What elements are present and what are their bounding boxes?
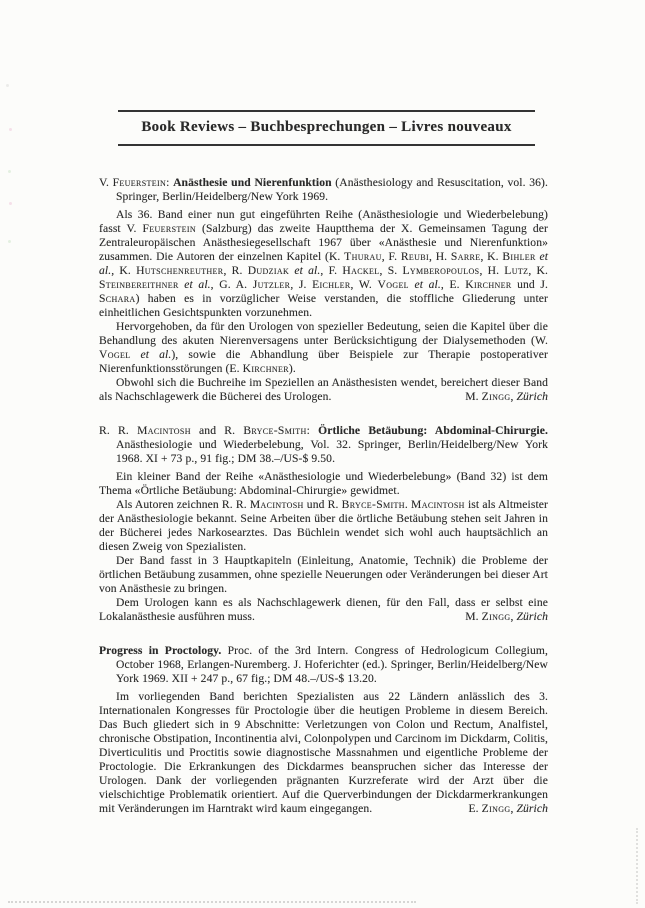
- paragraph-text: Im vorliegenden Band berichten Spezialisten aus 22 Ländern anlässlich des 3. Internationalen Kongresses für Proctologie über die heutigen Probleme in diesem Bereich. Das Buch gliedert sich in 9 Abschnitte: Verletzungen von Colon und Rectum, Analfistel, chronische Obstipation, Incontinentia alvi, Colonpolypen und Carcinom im Dickdarm, Colitis, Diverticulitis und Proctitis sowie diagnostische Massnahmen und eigentliche Probleme der Proctologie. Die Erkrankungen des Dickdarmes beanspruchen sicher das Interesse der Urologen. Dank der vorliegenden prägnanten Kurzreferate wird der Arzt über die vielschichtige Problematik orientiert. Auf die Querverbindungen der Dickdarmerkrankungen mit Veränderungen im Harntrakt wird kaum eingegangen.: [99, 690, 548, 815]
- reviewer-signature: M. Zingg, Zürich: [465, 610, 548, 623]
- scan-noise-dot: [8, 240, 11, 243]
- review-paragraph: [99, 596, 548, 624]
- scan-noise-line: [636, 828, 638, 904]
- scan-noise-dot: [8, 170, 11, 173]
- section-title: Book Reviews – Buchbesprechungen – Livres nouveaux: [141, 119, 512, 135]
- book-review-macintosh: [99, 424, 548, 624]
- review-citation: V. Feuerstein: Anästhesie und Nierenfunktion (Anästhesiology and Resuscitation, vol. 36). Springer, Berlin/Heidelberg/New York 1969.: [99, 176, 548, 203]
- book-review-feuerstein: [99, 176, 548, 404]
- scan-noise-dot: [9, 128, 12, 131]
- review-paragraph: [99, 376, 548, 404]
- review-paragraph: [99, 690, 548, 816]
- review-paragraph: Hervorgehoben, da für den Urologen von spezieller Bedeutung, seien die Kapitel über die Behandlung des akuten Nierenversagens unter Berücksichtigung der Dialysemethoden (W. Vogel et al.), sowie die Abhandlung über Beispiele zur Therapie postoperativer Nierenfunktionsstörungen (E. Kirchner).: [99, 320, 548, 375]
- section-header: [118, 110, 535, 146]
- text-column: [99, 0, 548, 816]
- scan-noise-dot: [9, 202, 12, 205]
- paragraph-text: Dem Urologen kann es als Nachschlagewerk dienen, für den Fall, dass er selbst eine Lokalanästhesie ausführen muss.: [99, 596, 548, 623]
- review-paragraph: Als 36. Band einer nun gut eingeführten Reihe (Anästhesiologie und Wiederbelebung) fasst V. Feuerstein (Salzburg) das zweite Hauptthema der X. Gemeinsamen Tagung der Zentraleuropäischen Anästhesiegesellschaft 1967 über «Anästhesie und Nierenfunktion» zusammen. Die Autoren der einzelnen Kapitel (K. Thurau, F. Reubi, H. Sarre, K. Bihler et al., K. Hutschenreuther, R. Dudziak et al., F. Hackel, S. Lymberopoulos, H. Lutz, K. Steinbereithner et al., G. A. Jutzler, J. Eichler, W. Vogel et al., E. Kirchner und J. Schara) haben es in vorzüglicher Weise verstanden, die stoffliche Gliederung unter einheitlichen Gesichtspunkten vorzunehmen.: [99, 208, 549, 319]
- review-citation: Progress in Proctology. Proc. of the 3rd Intern. Congress of Hedrologicum Collegium, October 1968, Erlangen-Nuremberg. J. Hoferichter (ed.). Springer, Berlin/Heidelberg/New York 1969. XII + 247 p., 67 fig.; DM 48.–/US-$ 13.20.: [99, 644, 548, 685]
- reviewer-signature: E. Zingg, Zürich: [468, 802, 548, 815]
- paragraph-text: Obwohl sich die Buchreihe im Speziellen an Anästhesisten wendet, bereichert dieser Band als Nachschlagewerk die Bücherei des Urologen.: [99, 376, 548, 403]
- review-citation: R. R. Macintosh and R. Bryce-Smith: Örtliche Betäubung: Abdominal-Chirurgie. Anästhesiologie und Wiederbelebung, Vol. 32. Springer, Berlin/Heidelberg/New York 1968. XI + 73 p., 91 fig.; DM 38.–/US-$ 9.50.: [99, 424, 548, 465]
- reviewer-signature: M. Zingg, Zürich: [465, 390, 548, 403]
- scan-noise-line: [8, 901, 416, 903]
- scan-noise-dot: [6, 84, 9, 87]
- book-review-progress-in-proctology: [99, 644, 548, 816]
- book-reviews-list: [99, 176, 548, 816]
- review-paragraph: Der Band fasst in 3 Hauptkapiteln (Einleitung, Anatomie, Technik) die Probleme der örtlichen Betäubung zusammen, ohne spezielle Neuerungen oder Veränderungen bei dieser Art von Anästhesie zu bringen.: [99, 554, 548, 595]
- review-paragraph: Als Autoren zeichnen R. R. Macintosh und R. Bryce-Smith. Macintosh ist als Altmeister der Anästhesiologie bekannt. Seine Arbeiten über die örtliche Betäubung stehen seit Jahren in der Bücherei jedes Narkosearztes. Das Büchlein wendet sich wohl auch hauptsächlich an diesen Zweig von Spezialisten.: [99, 498, 548, 553]
- review-paragraph: Ein kleiner Band der Reihe «Anästhesiologie und Wiederbelebung» (Band 32) ist dem Thema «Örtliche Betäubung: Abdominal-Chirurgie» gewidmet.: [99, 470, 548, 497]
